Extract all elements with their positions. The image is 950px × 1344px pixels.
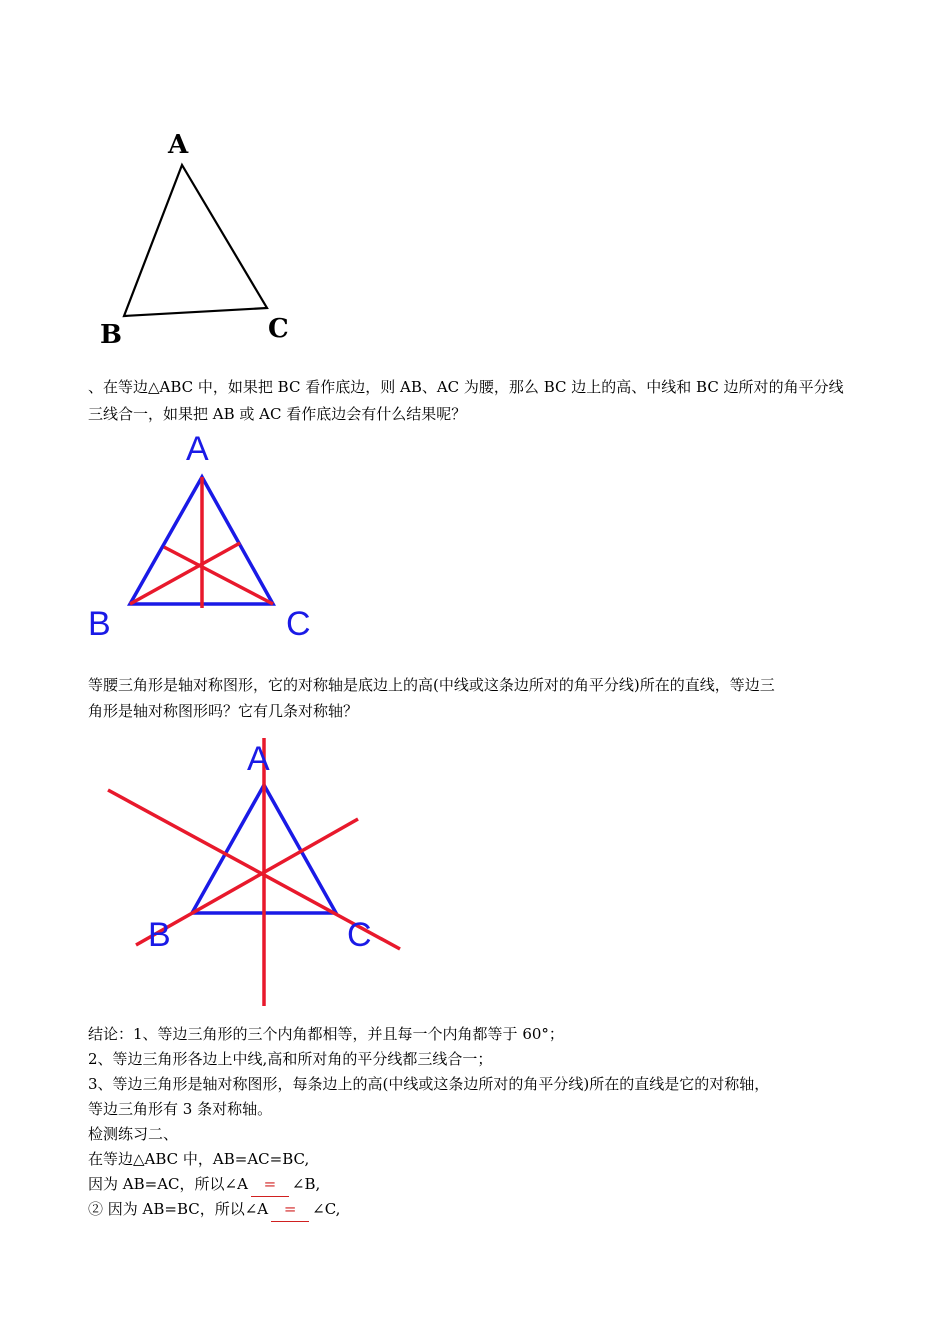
exercise-line-1: 在等边△ABC 中，AB=AC=BC, bbox=[88, 1150, 310, 1168]
answer-blank-2[interactable]: = bbox=[271, 1198, 309, 1222]
vertex-label-c: C bbox=[347, 916, 372, 954]
vertex-label-a: A bbox=[247, 740, 270, 778]
paragraph-1-line-1: 、在等边△ABC 中，如果把 BC 看作底边，则 AB、AC 为腰，那么 BC 边上的高、中线和 BC 边所对的角平分线 bbox=[88, 378, 844, 396]
vertex-label-a: A bbox=[168, 130, 189, 160]
conclusion-item-2: 2、等边三角形各边上中线,高和所对角的平分线都三线合一； bbox=[88, 1050, 493, 1068]
vertex-label-c: C bbox=[286, 605, 311, 643]
exercise-line-2 bbox=[88, 1173, 320, 1197]
triangle-figure-1 bbox=[90, 125, 310, 355]
conclusion-item-3-line-2: 等边三角形有 3 条对称轴。 bbox=[88, 1100, 273, 1118]
answer-blank-1[interactable]: = bbox=[251, 1173, 289, 1197]
paragraph-2-line-1: 等腰三角形是轴对称图形，它的对称轴是底边上的高(中线或这条边所对的角平分线)所在的直线，等边三 bbox=[88, 676, 775, 694]
paragraph-2-line-2: 角形是轴对称图形吗？它有几条对称轴？ bbox=[88, 702, 359, 720]
conclusion-item-1: 结论：1、等边三角形的三个内角都相等，并且每一个内角都等于 60°； bbox=[88, 1025, 564, 1043]
triangle-figure-2 bbox=[80, 425, 330, 645]
triangle-figure-3 bbox=[100, 730, 410, 1010]
exercise-line-3 bbox=[88, 1198, 340, 1222]
triangle-abc-outline bbox=[124, 165, 267, 316]
vertex-label-b: B bbox=[88, 605, 111, 643]
vertex-label-a: A bbox=[186, 430, 209, 468]
exercise-line-3-text: ② 因为 AB=BC，所以∠A bbox=[88, 1200, 269, 1218]
exercise-line-2-text: 因为 AB=AC，所以∠A bbox=[88, 1175, 248, 1193]
vertex-label-c: C bbox=[268, 314, 289, 344]
exercise-line-2-tail: ∠B, bbox=[291, 1175, 321, 1193]
paragraph-1-line-2: 三线合一，如果把 AB 或 AC 看作底边会有什么结果呢？ bbox=[88, 405, 467, 423]
conclusion-item-3-line-1: 3、等边三角形是轴对称图形，每条边上的高(中线或这条边所对的角平分线)所在的直线是它的对称轴， bbox=[88, 1075, 770, 1093]
vertex-label-b: B bbox=[100, 320, 122, 350]
vertex-label-b: B bbox=[148, 916, 171, 954]
exercise-line-3-tail: ∠C, bbox=[312, 1200, 341, 1218]
exercise-title: 检测练习二、 bbox=[88, 1125, 179, 1143]
